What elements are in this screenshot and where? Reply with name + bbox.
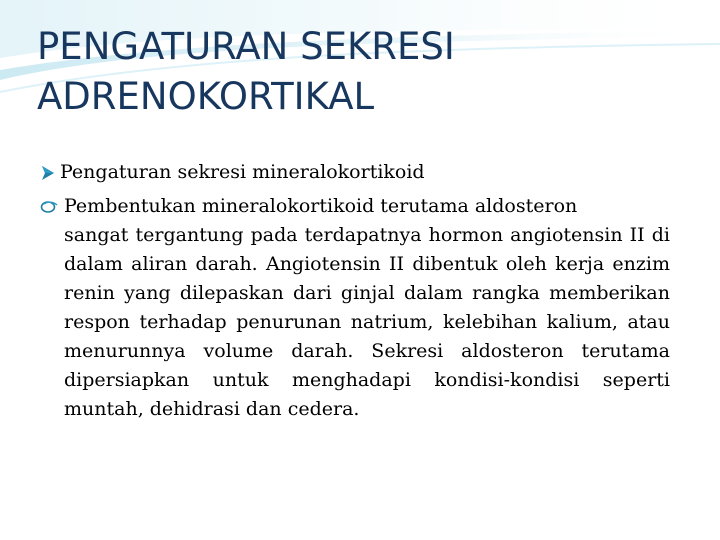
- paragraph-bullet-item: [40, 192, 672, 424]
- ring-bullet-icon: [40, 192, 64, 221]
- slide-content: [40, 158, 672, 424]
- paragraph-text: sangat tergantung pada terdapatnya hormon angiotensin II di dalam aliran darah. Angiotensin II dibentuk oleh kerja enzim renin yang dilepaskan dari ginjal dalam rangka memberikan respon terhadap penurunan natrium, kelebihan kalium, atau menurunnya volume darah. Sekresi aldosteron terutama dipersiapkan untuk menghadapi kondisi-kondisi seperti muntah, dehidrasi dan cedera.: [64, 224, 670, 420]
- slide-title: PENGATURAN SEKRESI ADRENOKORTIKAL: [37, 25, 455, 118]
- paragraph-first-line: Pembentukan mineralokortikoid terutama aldosteron: [64, 195, 578, 217]
- heading-bullet-item: [40, 158, 672, 187]
- heading-bullet-text: Pengaturan sekresi mineralokortikoid: [60, 161, 425, 183]
- arrow-bullet-icon: [40, 158, 60, 187]
